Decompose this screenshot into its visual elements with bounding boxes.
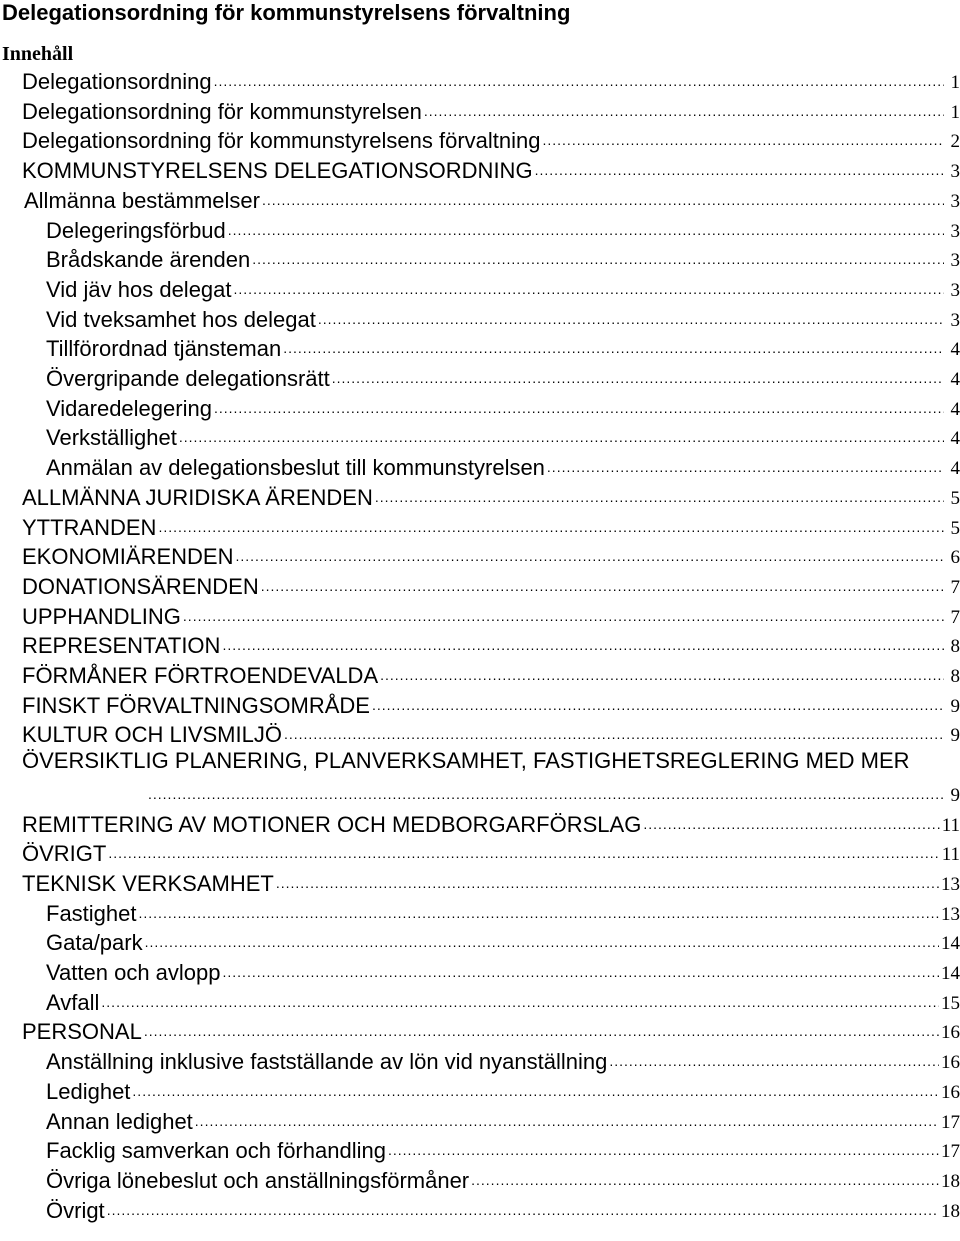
- toc-leader-dots: [107, 1200, 939, 1220]
- toc-entry-page: 16: [941, 1081, 960, 1103]
- toc-entry-page: 1: [950, 72, 960, 93]
- toc-entry-page: 18: [941, 1170, 960, 1192]
- document-title: Delegationsordning för kommunstyrelsens förvaltning: [2, 0, 571, 25]
- toc-leader-dots: [380, 665, 944, 685]
- toc-entry[interactable]: [22, 659, 960, 689]
- toc-entry-page: 7: [950, 576, 960, 598]
- toc-entry-page: 11: [941, 844, 960, 866]
- toc-entry[interactable]: [46, 1045, 960, 1075]
- toc-entry-label: FÖRMÅNER FÖRTROENDEVALDA: [22, 663, 379, 688]
- toc-entry[interactable]: [46, 956, 960, 986]
- toc-leader-dots: [148, 784, 944, 804]
- toc-entry[interactable]: [46, 926, 960, 956]
- toc-entry-label: ALLMÄNNA JURIDISKA ÄRENDEN: [22, 484, 373, 510]
- toc-entry-label: Avfall: [46, 989, 100, 1015]
- toc-leader-dots: [222, 635, 944, 655]
- toc-entry-page: 4: [950, 398, 960, 420]
- toc-entry-label: REMITTERING AV MOTIONER OCH MEDBORGARFÖRSLAG: [22, 811, 642, 837]
- toc-entry-label: Delegeringsförbud: [46, 217, 226, 243]
- toc-leader-dots: [132, 1081, 939, 1101]
- toc-entry[interactable]: [46, 451, 960, 481]
- toc-entry-label: Övrigt: [46, 1197, 105, 1223]
- toc-entry-page: 13: [941, 903, 960, 925]
- toc-leader-dots: [388, 1140, 939, 1160]
- toc-entry[interactable]: [46, 1075, 960, 1105]
- toc-entry-label: Verkställighet: [46, 425, 177, 451]
- toc-entry-page: 4: [950, 428, 960, 450]
- toc-leader-dots: [261, 576, 944, 596]
- toc-entry-page: 7: [950, 606, 960, 628]
- toc-entry-label: YTTRANDEN: [22, 514, 157, 540]
- toc-entry[interactable]: [22, 154, 960, 184]
- toc-entry[interactable]: [22, 718, 960, 748]
- toc-entry-label: Allmänna bestämmelser: [24, 187, 260, 213]
- toc-entry[interactable]: [22, 837, 960, 867]
- toc-leader-dots: [139, 903, 940, 923]
- toc-entry[interactable]: [46, 332, 960, 362]
- toc-leader-dots: [471, 1170, 939, 1190]
- toc-entry-label: Anmälan av delegationsbeslut till kommunstyrelsen: [46, 455, 545, 481]
- toc-entry[interactable]: [22, 124, 960, 154]
- toc-entry[interactable]: [46, 897, 960, 927]
- toc-entry-page: 3: [950, 279, 960, 301]
- toc-entry-page: 5: [950, 517, 960, 539]
- toc-leader-dots: [609, 1051, 939, 1071]
- toc-entry-label: Delegationsordning: [22, 69, 212, 94]
- toc-entry[interactable]: [46, 1164, 960, 1194]
- toc-entry-page: 9: [950, 785, 960, 807]
- toc-heading: Innehåll: [2, 43, 74, 65]
- toc-entry-page: 4: [950, 458, 960, 480]
- toc-entry[interactable]: [22, 1015, 960, 1045]
- toc-entry-label: DONATIONSÄRENDEN: [22, 573, 259, 599]
- toc-entry[interactable]: [22, 540, 960, 570]
- toc-leader-dots: [214, 71, 944, 91]
- toc-entry-label: KOMMUNSTYRELSENS DELEGATIONSORDNING: [22, 158, 533, 184]
- toc-entry-page: 18: [941, 1200, 960, 1222]
- toc-leader-dots: [547, 457, 944, 477]
- toc-entry-label: Vid jäv hos delegat: [46, 276, 232, 302]
- toc-entry[interactable]: [22, 629, 960, 659]
- toc-entry[interactable]: [22, 511, 960, 541]
- toc-entry-label: Delegationsordning för kommunstyrelsens förvaltning: [22, 128, 541, 154]
- toc-leader-dots: [283, 338, 944, 358]
- toc-entry-page: 9: [950, 695, 960, 717]
- toc-entry-label: Ledighet: [46, 1078, 131, 1104]
- toc-entry-label: Annan ledighet: [46, 1108, 193, 1134]
- toc-entry-label: Anställning inklusive fastställande av lön vid nyanställning: [46, 1049, 608, 1075]
- toc-leader-dots: [375, 487, 944, 507]
- toc-leader-dots: [183, 606, 944, 626]
- toc-entry-page: 9: [950, 725, 960, 747]
- toc-entry-label: Övergripande delegationsrätt: [46, 366, 330, 391]
- toc-entry-page: 2: [950, 131, 960, 153]
- toc-entry-label: ÖVRIGT: [22, 841, 107, 867]
- toc-entry-page: 17: [941, 1141, 960, 1163]
- toc-entry-page: 3: [950, 161, 960, 183]
- toc-entry-page: 3: [950, 309, 960, 331]
- toc-entry[interactable]: [46, 243, 960, 273]
- toc-leader-dots: [284, 724, 944, 744]
- toc-leader-dots: [542, 130, 944, 150]
- toc-leader-dots: [228, 220, 944, 240]
- toc-entry-label: Vatten och avlopp: [46, 960, 221, 985]
- toc-entry-label: Brådskande ärenden: [46, 247, 251, 273]
- toc-entry[interactable]: [46, 1105, 960, 1135]
- toc-entry-page: 4: [950, 369, 960, 390]
- toc-leader-dots: [262, 190, 944, 210]
- toc-entry-page: 3: [950, 220, 960, 242]
- toc-entry-page: 3: [950, 250, 960, 272]
- toc-entry-label: REPRESENTATION: [22, 633, 221, 659]
- toc-leader-dots: [643, 814, 939, 834]
- toc-entry[interactable]: [22, 867, 960, 897]
- toc-leader-dots: [318, 309, 944, 329]
- toc-leader-dots: [535, 160, 944, 180]
- toc-entry[interactable]: [46, 1134, 960, 1164]
- toc-entry[interactable]: [46, 303, 960, 333]
- toc-leader-dots: [223, 962, 940, 982]
- toc-entry[interactable]: [46, 362, 960, 392]
- toc-entry[interactable]: [22, 808, 960, 838]
- toc-entry-page: 16: [941, 1052, 960, 1074]
- toc-entry[interactable]: [22, 481, 960, 511]
- toc-entry-label: ÖVERSIKTLIG PLANERING, PLANVERKSAMHET, FASTIGHETSREGLERING MED MER: [22, 748, 910, 774]
- toc-entry-label: Tillförordnad tjänsteman: [46, 336, 282, 362]
- toc-entry-label: Övriga lönebeslut och anställningsförmåner: [46, 1167, 470, 1193]
- toc-entry-page: 14: [941, 933, 960, 955]
- toc-leader-dots: [158, 517, 944, 537]
- toc-entry-page: 5: [950, 487, 960, 509]
- toc-entry-page: 13: [941, 873, 960, 895]
- toc-entry-label: UPPHANDLING: [22, 603, 181, 629]
- toc-entry[interactable]: [22, 689, 960, 719]
- toc-leader-dots: [234, 279, 944, 299]
- toc-entry[interactable]: [46, 986, 960, 1016]
- toc-leader-dots: [214, 398, 944, 418]
- toc-entry-label: Fastighet: [46, 900, 137, 926]
- toc-leader-dots: [372, 695, 944, 715]
- toc-entry-page: 6: [950, 547, 960, 569]
- toc-entry[interactable]: [24, 184, 960, 214]
- toc-entry-page: 3: [950, 190, 960, 212]
- toc-entry-label: Gata/park: [46, 930, 143, 956]
- toc-entry[interactable]: [46, 392, 960, 422]
- toc-entry-label: TEKNISK VERKSAMHET: [22, 870, 274, 896]
- toc-entry-label: KULTUR OCH LIVSMILJÖ: [22, 722, 282, 748]
- toc-entry[interactable]: [22, 570, 960, 600]
- toc-entry-page: 17: [941, 1111, 960, 1133]
- toc-entry-page: 11: [941, 814, 960, 836]
- toc-leader-dots: [108, 843, 939, 863]
- toc-entry-page: 1: [950, 101, 960, 123]
- toc-entry-label: FINSKT FÖRVALTNINGSOMRÅDE: [22, 692, 370, 718]
- toc-leader-dots: [276, 873, 939, 893]
- toc-leader-dots: [252, 249, 944, 269]
- toc-entry-label: PERSONAL: [22, 1019, 142, 1045]
- toc-leader-dots: [145, 932, 939, 952]
- toc-entry-page: 16: [941, 1022, 960, 1044]
- toc-leader-dots: [424, 101, 944, 121]
- toc-entry-page: 14: [941, 963, 960, 984]
- toc-entry[interactable]: [46, 421, 960, 451]
- toc-entry-label: EKONOMIÄRENDEN: [22, 544, 234, 570]
- toc-entry-page: 8: [950, 636, 960, 658]
- toc-leader-dots: [235, 546, 944, 566]
- toc-leader-dots: [195, 1111, 939, 1131]
- toc-leader-dots: [101, 992, 939, 1012]
- toc-entry[interactable]: [46, 214, 960, 244]
- toc-leader-dots: [144, 1021, 939, 1041]
- toc-entry[interactable]: [22, 95, 960, 125]
- toc-entry-label: Facklig samverkan och förhandling: [46, 1138, 386, 1164]
- toc-entry[interactable]: [22, 748, 960, 808]
- toc-entry-label: Vidaredelegering: [46, 395, 212, 421]
- toc-entry[interactable]: [22, 65, 960, 95]
- toc-entry-label: Vid tveksamhet hos delegat: [46, 306, 316, 332]
- toc-entry-page: 4: [950, 339, 960, 361]
- toc-entry-page: 15: [941, 992, 960, 1014]
- toc-leader-dots: [332, 368, 944, 388]
- toc-entry[interactable]: [46, 273, 960, 303]
- toc-entry[interactable]: [46, 1194, 960, 1224]
- toc-leader-dots: [179, 427, 944, 447]
- toc-entry[interactable]: [22, 600, 960, 630]
- toc-entry-page: 8: [950, 666, 960, 687]
- toc-entry-label: Delegationsordning för kommunstyrelsen: [22, 98, 422, 124]
